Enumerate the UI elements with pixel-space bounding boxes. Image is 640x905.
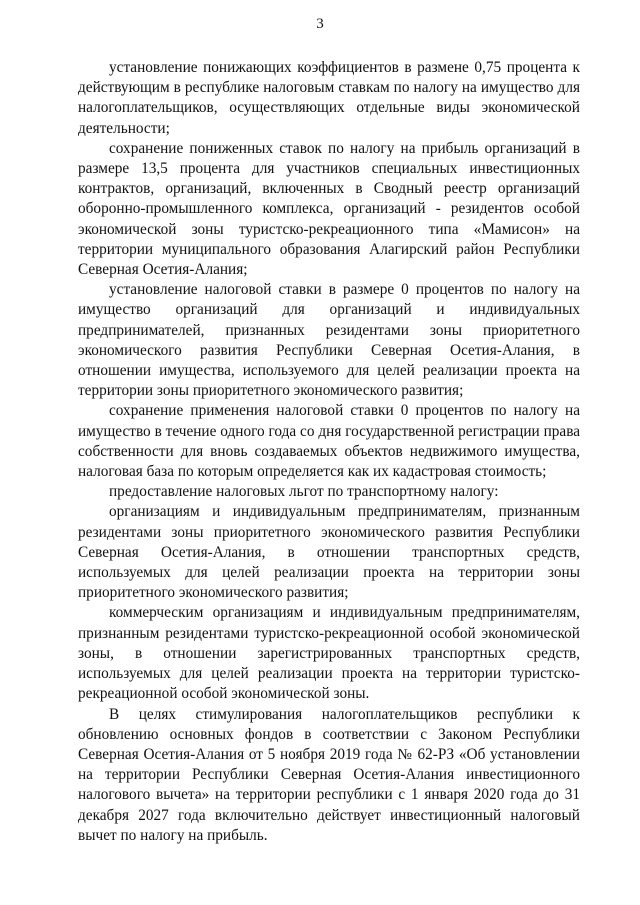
paragraph-zero-rate-priority-zone: установление налоговой ставки в размере 0 процентов по налогу на имущество организаций для организаций и индивидуальных предпринимателей, признанных резидентами зоны приоритетного экономического развития Республики Северная Осетия-Алания, в отношении имущества, используемого для целей реализации проекта на территории зоны приоритетного экономического развития; — [78, 281, 580, 400]
paragraph-zero-rate-new-property: сохранение применения налоговой ставки 0 процентов по налогу на имущество в течение одного года со дня государственной регистрации права собственности для вновь создаваемых объектов недвижимого имущества, налоговая база по которым определяется как их кадастровая стоимость; — [78, 402, 580, 481]
document-body — [78, 58, 580, 846]
paragraph-transport-special-zone: коммерческим организациям и индивидуальным предпринимателям, признанным резидентами туристско-рекреационной особой экономической зоны, в отношении зарегистрированных транспортных средств, используемых для целей реализации проекта на территории туристско-рекреационной особой экономической зоны. — [78, 604, 580, 703]
paragraph-investment-deduction: В целях стимулирования налогоплательщиков республики к обновлению основных фондов в соответствии с Законом Республики Северная Осетия-Алания от 5 ноября 2019 года № 62-РЗ «Об установлении на территории Республики Северная Осетия-Алания инвестиционного налогового вычета» на территории республики с 1 января 2020 года до 31 декабря 2027 года включительно действует инвестиционный налоговый вычет по налогу на прибыль. — [78, 705, 580, 844]
page-number: 3 — [316, 16, 324, 32]
paragraph-profit-tax-rates: сохранение пониженных ставок по налогу на прибыль организаций в размере 13,5 процента для участников специальных инвестиционных контрактов, организаций, включенных в Сводный реестр организаций оборонно-промышленного комплекса, организаций - резидентов особой экономической зоны туристско-рекреационного типа «Мамисон» на территории муниципального образования Алагирский район Республики Северная Осетия-Алания; — [78, 139, 580, 279]
paragraph-reduced-coefficients: установление понижающих коэффициентов в размене 0,75 процента к действующим в республике налоговым ставкам по налогу на имущество для налогоплательщиков, осуществляющих отдельные виды экономической деятельности; — [78, 59, 580, 137]
paragraph-transport-tax-benefits: предоставление налоговых льгот по транспортному налогу: — [109, 483, 499, 501]
paragraph-transport-priority-zone: организациям и индивидуальным предпринимателям, признанным резидентами зоны приоритетного экономического развития Республики Северная Осетия-Алания, в отношении транспортных средств, используемых для целей реализации проекта на территории зоны приоритетного экономического развития; — [78, 503, 580, 602]
